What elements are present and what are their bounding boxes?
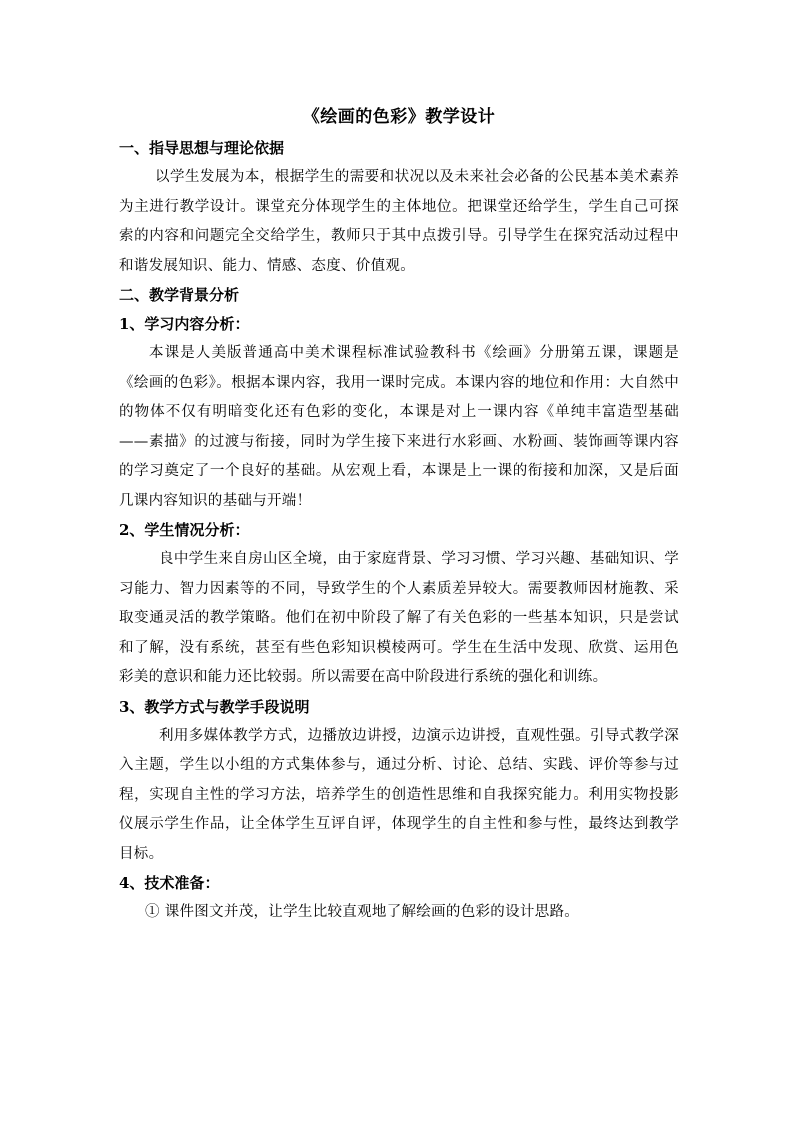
technical-preparation-item: ① 课件图文并茂，让学生比较直观地了解绘画的色彩的设计思路。 — [145, 904, 580, 920]
subheading-teaching-methods: 3、教学方式与教学手段说明 — [119, 697, 310, 716]
section-heading-background-analysis: 二、教学背景分析 — [119, 286, 240, 304]
student-analysis-paragraph: 良中学生来自房山区全境，由于家庭背景、学习习惯、学习兴趣、基础知识、学习能力、智力因素等的不同，导致学生的个人素质差异较大。需要教师因材施教、采取变通灵活的教学策略。他们在初中阶段了解了有关色彩的一些基本知识，只是尝试和了解，没有系统，甚至有些色彩知识模棱两可。学生在生活中发现、欣赏、运用色彩美的意识和能力还比较弱。所以需要在高中阶段进行系统的强化和训练。 — [119, 551, 679, 685]
document-page — [119, 104, 679, 928]
subheading-technical-preparation: 4、技术准备： — [119, 874, 220, 892]
subheading-content-analysis: 1、学习内容分析： — [119, 315, 250, 333]
content-analysis-paragraph: 本课是人美版普通高中美术课程标准试验教科书《绘画》分册第五课，课题是《绘画的色彩》。根据本课内容，我用一课时完成。本课内容的地位和作用：大自然中的物体不仅有明暗变化还有色彩的变化，本课是对上一课内容《单纯丰富造型基础——素描》的过渡与衔接，同时为学生接下来进行水彩画、水粉画、装饰画等课内容的学习奠定了一个良好的基础。从宏观上看，本课是上一课的衔接和加深，又是后面几课内容知识的基础与开端！ — [119, 345, 679, 509]
section-heading-guiding-ideology: 一、指导思想与理论依据 — [119, 139, 285, 157]
subheading-student-analysis: 2、学生情况分析： — [119, 521, 250, 539]
document-title: 《绘画的色彩》教学设计 — [302, 107, 496, 127]
teaching-methods-paragraph: 利用多媒体教学方式，边播放边讲授，边演示边讲授，直观性强。引导式教学深入主题，学生以小组的方式集体参与，通过分析、讨论、总结、实践、评价等参与过程，实现自主性的学习方法，培养学生的创造性思维和自我探究能力。利用实物投影仪展示学生作品，让全体学生互评自评，体现学生的自主性和参与性，最终达到教学目标。 — [119, 727, 679, 862]
guiding-ideology-paragraph: 以学生发展为本，根据学生的需要和状况以及未来社会必备的公民基本美术素养为主进行教学设计。课堂充分体现学生的主体地位。把课堂还给学生，学生自己可探索的内容和问题完全交给学生，教师只于其中点拨引导。引导学生在探究活动过程中和谐发展知识、能力、情感、态度、价值观。 — [119, 169, 679, 274]
